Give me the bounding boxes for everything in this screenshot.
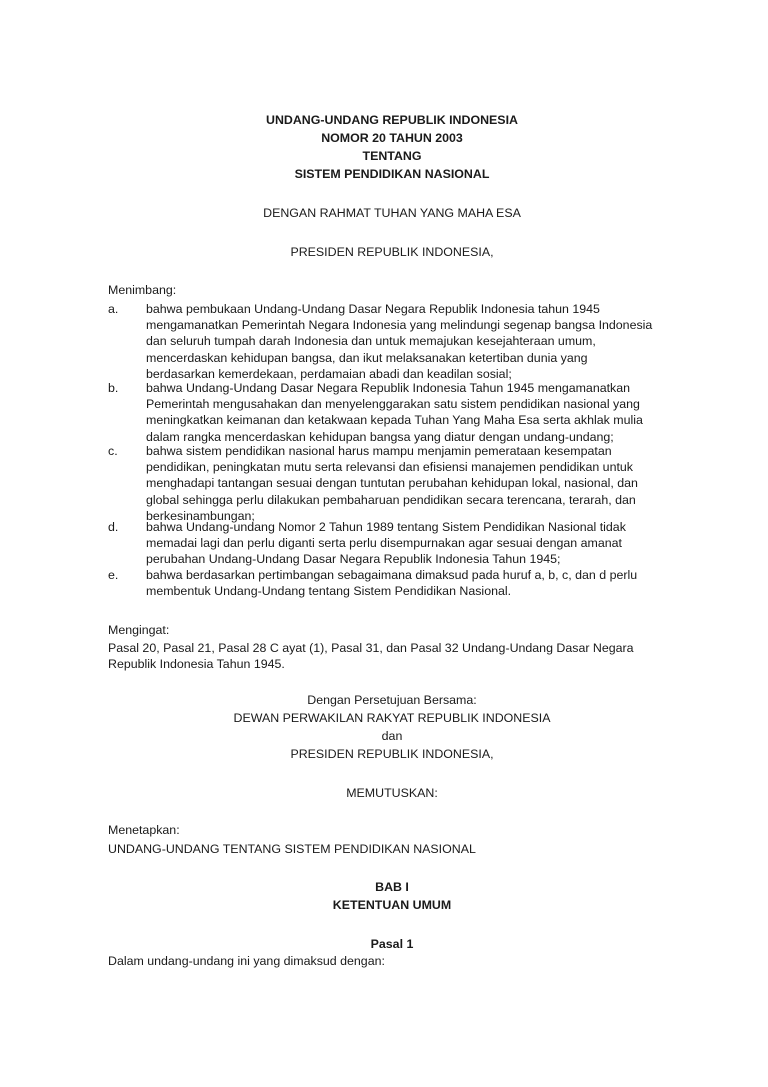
item-letter: b. [108, 381, 119, 395]
item-line: bahwa sistem pendidikan nasional harus mampu menjamin pemerataan kesempatan [146, 444, 612, 458]
item-letter: e. [108, 568, 119, 582]
item-line: meningkatkan keimanan dan ketakwaan kepada Tuhan Yang Maha Esa serta akhlak mulia [146, 413, 643, 428]
item-line: membentuk Undang-Undang tentang Sistem Pendidikan Nasional. [146, 584, 512, 599]
item-line: berkesinambungan; [146, 508, 255, 523]
item-body [146, 301, 691, 382]
bab-title: KETENTUAN UMUM [332, 898, 452, 912]
title-line-3: TENTANG [362, 149, 422, 163]
mengingat-label: Mengingat: [108, 623, 170, 637]
item-letter: a. [108, 302, 119, 316]
pasal-intro: Dalam undang-undang ini yang dimaksud dengan: [108, 954, 385, 968]
mengingat-line-2: Republik Indonesia Tahun 1945. [108, 657, 285, 671]
item-line: memadai lagi dan perlu diganti serta perlu disempurnakan agar sesuai dengan amanat [146, 536, 622, 551]
item-body [146, 380, 691, 445]
bab-number: BAB I [375, 880, 409, 894]
mengingat-line-1: Pasal 20, Pasal 21, Pasal 28 C ayat (1), Pasal 31, dan Pasal 32 Undang-Undang Dasar Negara [108, 641, 634, 655]
persetujuan-line-4: PRESIDEN REPUBLIK INDONESIA, [290, 747, 494, 761]
item-line: bahwa Undang-Undang Dasar Negara Republik Indonesia Tahun 1945 mengamanatkan [146, 381, 631, 395]
item-body [146, 443, 691, 524]
presiden-line: PRESIDEN REPUBLIK INDONESIA, [290, 245, 494, 259]
menetapkan-value: UNDANG-UNDANG TENTANG SISTEM PENDIDIKAN NASIONAL [108, 842, 476, 856]
item-line: berdasarkan kemerdekaan, perdamaian abadi dan keadilan sosial; [146, 366, 512, 381]
title-line-1: UNDANG-UNDANG REPUBLIK INDONESIA [266, 113, 518, 127]
item-line: bahwa pembukaan Undang-Undang Dasar Negara Republik Indonesia tahun 1945 [146, 302, 600, 316]
item-line: global sehingga perlu dilakukan pembaharuan pendidikan secara terencana, terarah, dan [146, 492, 636, 507]
rahmat-line: DENGAN RAHMAT TUHAN YANG MAHA ESA [263, 206, 521, 220]
menimbang-label: Menimbang: [108, 283, 177, 297]
title-line-4: SISTEM PENDIDIKAN NASIONAL [294, 167, 490, 181]
persetujuan-line-2: DEWAN PERWAKILAN RAKYAT REPUBLIK INDONESIA [233, 711, 551, 725]
menetapkan-label: Menetapkan: [108, 823, 180, 837]
item-line: dan seluruh tumpah darah Indonesia dan untuk memajukan kesejahteraan umum, [146, 334, 596, 349]
item-body [146, 519, 691, 568]
persetujuan-line-3: dan [381, 729, 403, 743]
title-line-2: NOMOR 20 TAHUN 2003 [321, 131, 463, 145]
item-line: dalam rangka mencerdaskan kehidupan bangsa yang diatur dengan undang-undang; [146, 429, 614, 444]
item-line: bahwa berdasarkan pertimbangan sebagaimana dimaksud pada huruf a, b, c, dan d perlu [146, 568, 638, 582]
item-line: mencerdaskan kehidupan bangsa, dan ikut melaksanakan ketertiban dunia yang [146, 350, 588, 365]
item-line: pendidikan, peningkatan mutu serta relevansi dan efisiensi manajemen pendidikan untuk [146, 460, 633, 475]
item-body [146, 567, 691, 599]
persetujuan-line-1: Dengan Persetujuan Bersama: [307, 693, 477, 707]
item-line: Pemerintah mengusahakan dan menyelenggarakan satu sistem pendidikan nasional yang [146, 397, 640, 412]
item-line: bahwa Undang-undang Nomor 2 Tahun 1989 tentang Sistem Pendidikan Nasional tidak [146, 520, 626, 534]
item-letter: d. [108, 520, 119, 534]
item-line: mengamanatkan Pemerintah Negara Indonesia yang melindungi segenap bangsa Indonesia [146, 318, 653, 333]
memutuskan-line: MEMUTUSKAN: [346, 786, 438, 800]
item-letter: c. [108, 444, 118, 458]
item-line: perubahan Undang-Undang Dasar Negara Republik Indonesia Tahun 1945; [146, 552, 561, 567]
item-line: menghadapi tantangan sesuai dengan tuntutan perubahan kehidupan lokal, nasional, dan [146, 476, 638, 491]
pasal-title: Pasal 1 [370, 937, 414, 951]
